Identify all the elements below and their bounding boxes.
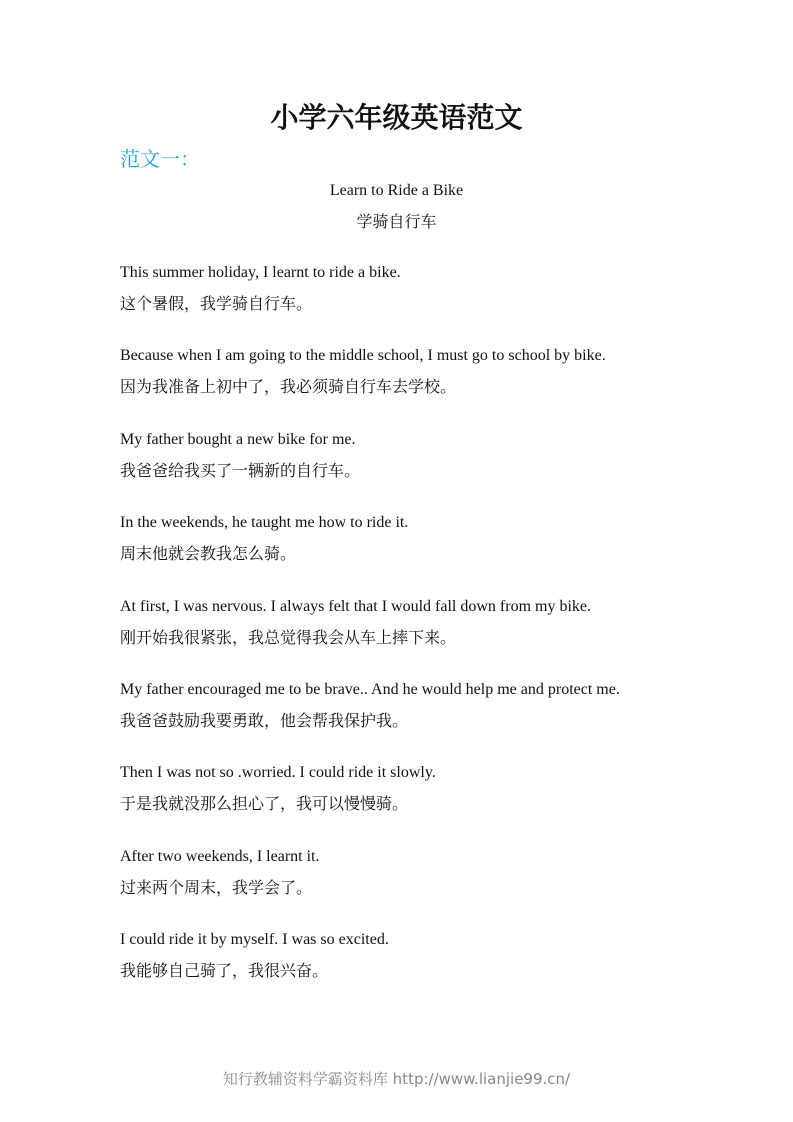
english-sentence: Then I was not so .worried. I could ride it slowly. (120, 764, 436, 782)
chinese-translation: 我爸爸鼓励我要勇敢，他会帮我保护我。 (120, 710, 409, 730)
english-sentence: In the weekends, he taught me how to ride it. (120, 514, 409, 532)
sentence-pair (120, 929, 740, 1012)
english-sentence: I could ride it by myself. I was so excited. (120, 931, 389, 949)
section-label: 范文一： (120, 147, 200, 171)
english-sentence: This summer holiday, I learnt to ride a bike. (120, 264, 401, 281)
chinese-translation: 因为我准备上初中了，我必须骑自行车去学校。 (120, 377, 457, 397)
chinese-translation: 过来两个周末，我学会了。 (120, 877, 313, 897)
english-sentence: My father bought a new bike for me. (120, 430, 356, 448)
sentence-pair (120, 679, 740, 762)
page-footer: 知行教辅资料学霸资料库 http://www.lianjie99.cn/ (222, 1070, 571, 1088)
english-sentence: At first, I was nervous. I always felt that I would fall down from my bike. (120, 597, 592, 615)
sentence-pair (120, 345, 740, 428)
chinese-translation: 于是我就没那么担心了，我可以慢慢骑。 (120, 794, 409, 814)
sentence-pairs (120, 262, 740, 1013)
chinese-translation: 周末他就会教我怎么骑。 (120, 544, 297, 564)
chinese-translation: 这个暑假，我学骑自行车。 (120, 294, 313, 313)
sentence-pair (120, 262, 740, 345)
essay-title-english: Learn to Ride a Bike (329, 182, 464, 199)
sentence-pair (120, 512, 740, 595)
page-title: 小学六年级英语范文 (270, 101, 523, 134)
sentence-pair (120, 429, 740, 512)
chinese-translation: 我能够自己骑了，我很兴奋。 (120, 961, 329, 981)
sentence-pair (120, 596, 740, 679)
chinese-translation: 我爸爸给我买了一辆新的自行车。 (120, 460, 361, 480)
sentence-pair (120, 846, 740, 929)
english-sentence: After two weekends, I learnt it. (120, 847, 320, 865)
essay-title-chinese: 学骑自行车 (356, 212, 437, 231)
sentence-pair (120, 762, 740, 845)
english-sentence: Because when I am going to the middle school, I must go to school by bike. (120, 347, 606, 365)
chinese-translation: 刚开始我很紧张，我总觉得我会从车上摔下来。 (120, 627, 457, 647)
english-sentence: My father encouraged me to be brave.. And he would help me and protect me. (120, 680, 620, 698)
